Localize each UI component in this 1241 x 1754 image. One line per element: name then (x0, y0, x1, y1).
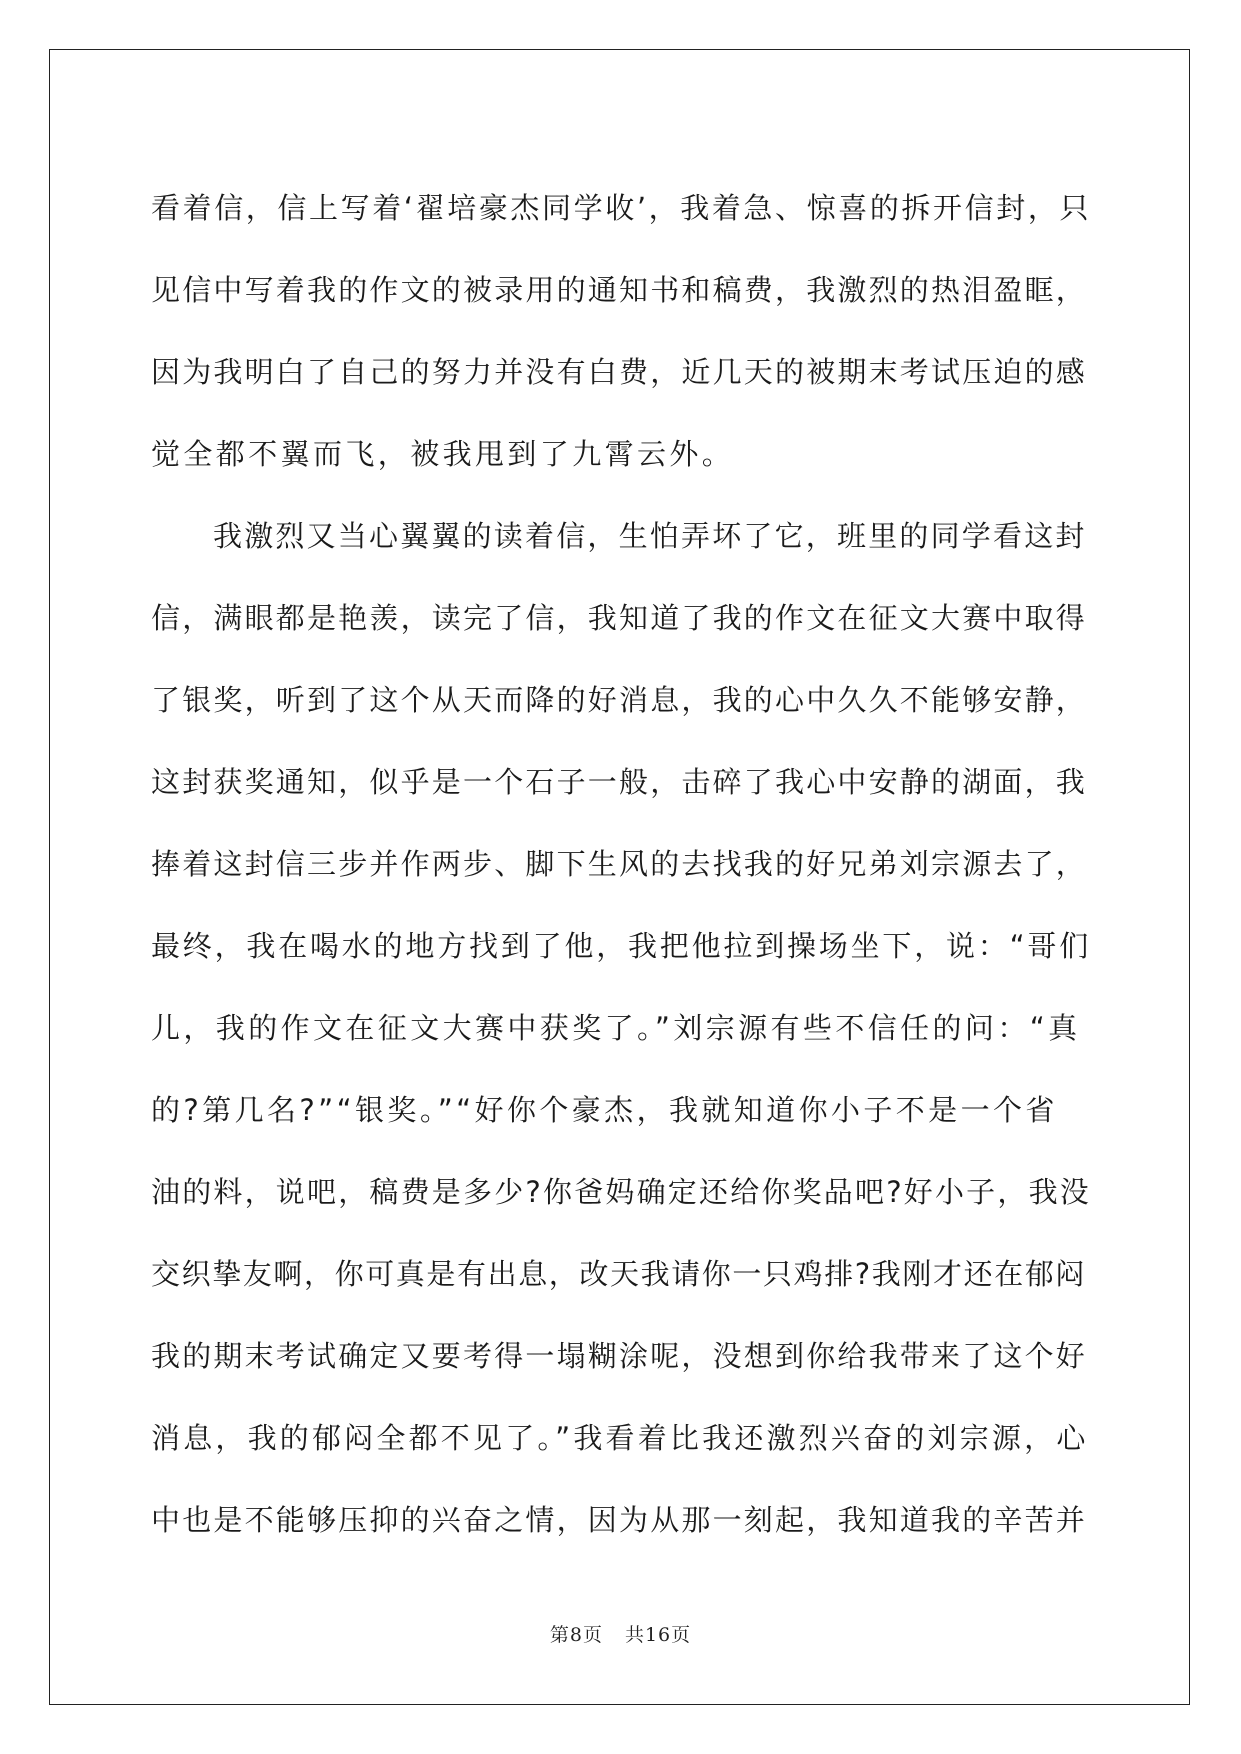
text-line: 我的期末考试确定又要考得一塌糊涂呢，没想到你给我带来了这个好 (151, 1339, 1088, 1373)
text-line: 这封获奖通知，似乎是一个石子一般，击碎了我心中安静的湖面，我 (151, 765, 1088, 799)
text-line: 最终，我在喝水的地方找到了他，我把他拉到操场坐下，说：“哥们 (151, 929, 1092, 963)
text-line: 见信中写着我的作文的被录用的通知书和稿费，我激烈的热泪盈眶， (151, 273, 1088, 307)
text-line: 我激烈又当心翼翼的读着信，生怕弄坏了它，班里的同学看这封 (213, 519, 1087, 553)
document-body (151, 167, 1091, 1561)
text-line: 的?第几名?”“银奖。”“好你个豪杰，我就知道你小子不是一个省 (151, 1093, 1058, 1127)
text-line: 看着信，信上写着‘翟培豪杰同学收’，我着急、惊喜的拆开信封，只 (151, 191, 1092, 225)
text-line: 油的料，说吧，稿费是多少?你爸妈确定还给你奖品吧?好小子，我没 (151, 1175, 1091, 1209)
text-line: 觉全都不翼而飞，被我甩到了九霄云外。 (151, 437, 735, 471)
page-footer (0, 1620, 1241, 1647)
text-line: 因为我明白了自己的努力并没有白费，近几天的被期末考试压迫的感 (151, 355, 1088, 389)
text-line: 交织挚友啊，你可真是有出息，改天我请你一只鸡排?我刚才还在郁闷 (151, 1257, 1086, 1291)
text-line: 消息，我的郁闷全都不见了。”我看着比我还激烈兴奋的刘宗源，心 (151, 1421, 1089, 1455)
text-line: 中也是不能够压抑的兴奋之情，因为从那一刻起，我知道我的辛苦并 (151, 1503, 1088, 1537)
text-line: 儿，我的作文在征文大赛中获奖了。”刘宗源有些不信任的问：“真 (151, 1011, 1081, 1045)
text-line: 捧着这封信三步并作两步、脚下生风的去找我的好兄弟刘宗源去了， (151, 847, 1088, 881)
page-total: 共16页 (624, 1624, 692, 1646)
text-line: 了银奖，听到了这个从天而降的好消息，我的心中久久不能够安静， (151, 683, 1088, 717)
text-line: 信，满眼都是艳羡，读完了信，我知道了我的作文在征文大赛中取得 (151, 601, 1088, 635)
page-number: 第8页 (549, 1624, 603, 1646)
